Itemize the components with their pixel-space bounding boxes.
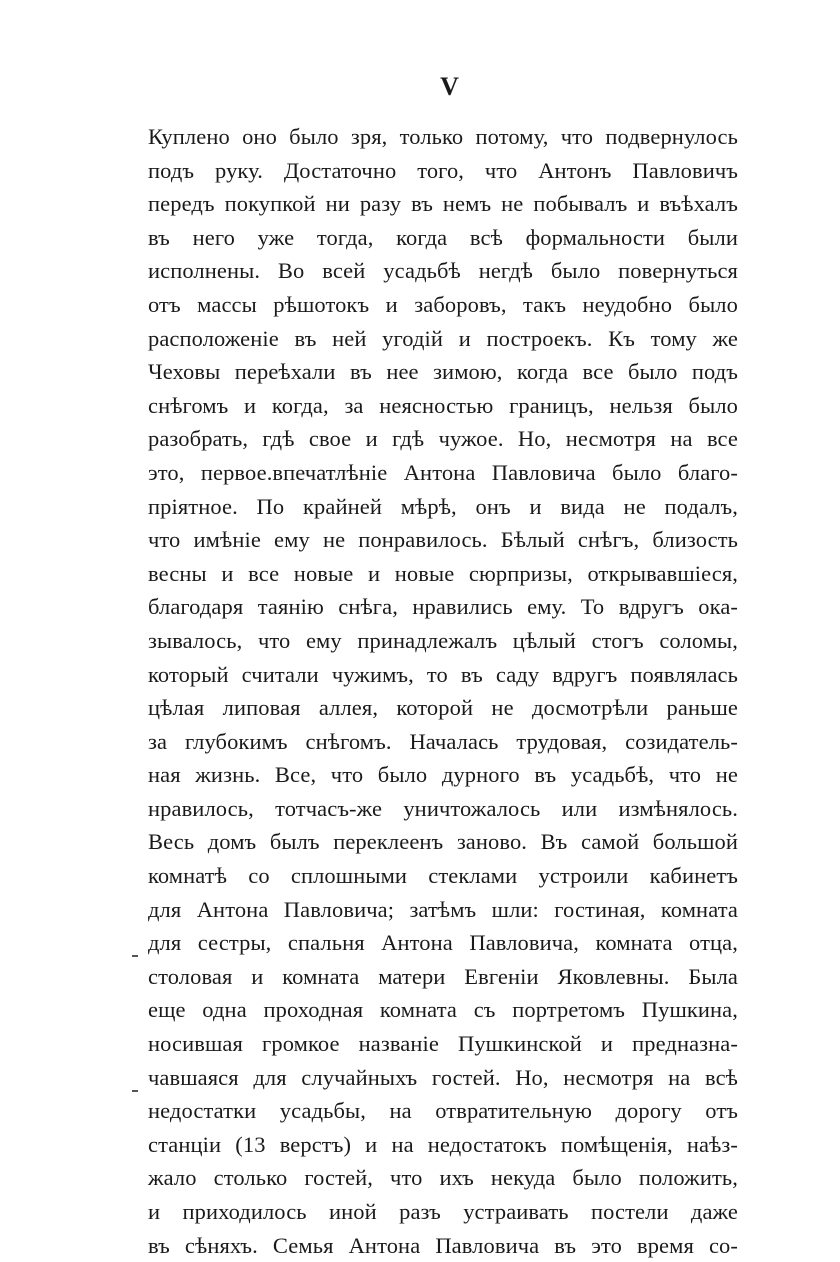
text-line: благодаря таянію снѣга, нравились ему. То вдругъ ока-	[148, 594, 738, 620]
text-line: для сестры, спальня Антона Павловича, комната отца,	[148, 930, 738, 956]
text-line: который считали чужимъ, то въ саду вдругъ появлялась	[148, 661, 738, 687]
text-line: для Антона Павловича; затѣмъ шли: гостиная, комната	[148, 896, 738, 922]
text-line: и приходилось иной разъ устраивать постели даже	[148, 1199, 738, 1224]
body-text	[148, 120, 738, 1262]
text-line: Чеховы переѣхали въ нее зимою, когда все было подъ	[148, 359, 738, 385]
text-line: цѣлая липовая аллея, которой не досмотрѣли раньше	[148, 695, 738, 721]
text-line: Весь домъ былъ переклеенъ заново. Въ самой большой	[148, 829, 738, 855]
text-line: комнатѣ со сплошными стеклами устроили кабинетъ	[148, 863, 738, 889]
text-line: столовая и комната матери Евгеніи Яковлевны. Была	[148, 963, 738, 989]
text-line: зывалось, что ему принадлежалъ цѣлый стогъ соломы,	[148, 627, 738, 653]
text-line: подъ руку. Достаточно того, что Антонъ Павловичъ	[148, 157, 738, 183]
text-line: что имѣніе ему не понравилось. Бѣлый снѣгъ, близость	[148, 527, 738, 553]
text-line: станціи (13 верстъ) и на недостатокъ помѣщенія, наѣз-	[148, 1131, 738, 1157]
page-number: V	[440, 72, 460, 101]
text-line: пріятное. По крайней мѣрѣ, онъ и вида не подалъ,	[148, 493, 738, 519]
text-line: расположеніе въ ней угодій и построекъ. Къ тому же	[148, 325, 738, 351]
text-line: нравилось, тотчасъ-же уничтожалось или измѣнялось.	[148, 795, 738, 821]
text-line: Куплено оно было зря, только потому, что подвернулось	[148, 124, 738, 149]
text-line: отъ массы рѣшотокъ и заборовъ, такъ неудобно было	[148, 291, 738, 317]
text-line: это, первое.впечатлѣніе Антона Павловича было благо-	[148, 459, 738, 485]
text-line: жало столько гостей, что ихъ некуда было положить,	[148, 1165, 738, 1191]
text-line: чавшаяся для случайныхъ гостей. Но, несмотря на всѣ	[148, 1064, 738, 1090]
text-line: еще одна проходная комната съ портретомъ Пушкина,	[148, 997, 738, 1023]
margin-mark	[132, 955, 138, 957]
text-line: носившая громкое названіе Пушкинской и предназна-	[148, 1031, 738, 1057]
margin-mark	[132, 1090, 138, 1092]
text-line: ная жизнь. Все, что было дурного въ усадьбѣ, что не	[148, 762, 738, 788]
text-line: исполнены. Во всей усадьбѣ негдѣ было повернуться	[148, 258, 738, 284]
text-line: снѣгомъ и когда, за неясностью границъ, нельзя было	[148, 392, 738, 418]
text-line: разобрать, гдѣ свое и гдѣ чужое. Но, несмотря на все	[148, 426, 738, 452]
text-line: за глубокимъ снѣгомъ. Началась трудовая, созидатель-	[148, 728, 738, 754]
text-line: весны и все новые и новые сюрпризы, открывавшіеся,	[148, 560, 738, 586]
text-line: въ него уже тогда, когда всѣ формальности были	[148, 224, 738, 250]
text-line: недостатки усадьбы, на отвратительную дорогу отъ	[148, 1098, 738, 1124]
text-line: передъ покупкой ни разу въ немъ не побывалъ и въѣхалъ	[148, 191, 738, 217]
text-line: въ сѣняхъ. Семья Антона Павловича въ это время со-	[148, 1232, 738, 1258]
